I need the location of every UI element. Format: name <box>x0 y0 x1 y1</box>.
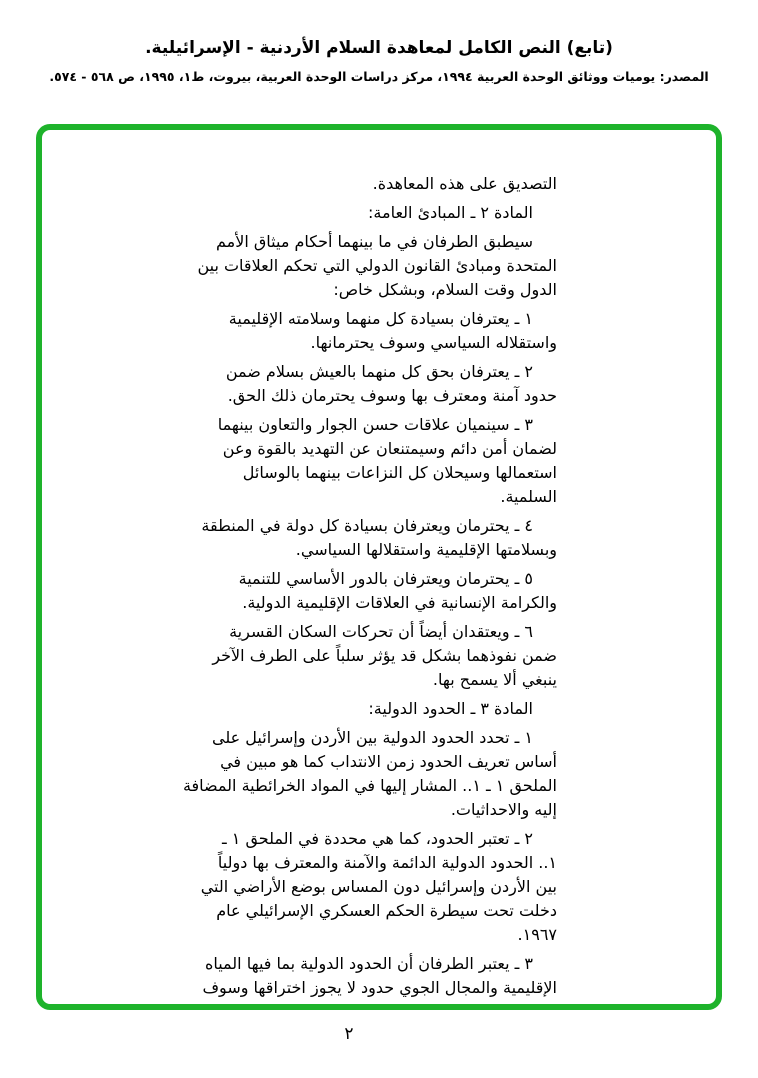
document-line: بين الأردن وإسرائيل دون المساس بوضع الأراضي التي <box>200 877 557 896</box>
document-line: الدول وقت السلام، وبشكل خاص: <box>333 280 557 299</box>
document-line: ضمن نفوذهما بشكل قد يؤثر سلباً على الطرف الآخر <box>212 646 557 665</box>
document-line: الإقليمية والمجال الجوي حدود لا يجوز اختراقها وسوف <box>202 978 557 997</box>
document-line: إليه والاحداثيات. <box>450 800 557 819</box>
document-line: لضمان أمن دائم وسيمتنعان عن التهديد بالقوة وعن <box>222 439 557 458</box>
document-title: (تابع) النص الكامل لمعاهدة السلام الأردنية - الإسرائيلية. <box>145 38 613 58</box>
document-line: ٣ ـ سينميان علاقات حسن الجوار والتعاون بينهما <box>217 415 533 434</box>
document-line: ١.. الحدود الدولية الدائمة والآمنة والمعترف بها دولياً <box>217 853 557 872</box>
document-line: دخلت تحت سيطرة الحكم العسكري الإسرائيلي عام <box>216 901 557 920</box>
document-line: ٥ ـ يحترمان ويعترفان بالدور الأساسي للتنمية <box>238 569 533 588</box>
document-line: السلمية. <box>500 487 557 506</box>
document-line: ٢ ـ يعترفان بحق كل منهما بالعيش بسلام ضمن <box>225 362 533 381</box>
document-line: المادة ٢ ـ المبادئ العامة: <box>368 203 533 222</box>
document-line: ١٩٦٧. <box>517 925 557 944</box>
document-line: ٤ ـ يحترمان ويعترفان بسيادة كل دولة في المنطقة <box>201 516 533 535</box>
document-line: سيطبق الطرفان في ما بينهما أحكام ميثاق الأمم <box>216 232 533 251</box>
document-line: ينبغي ألا يسمح بها. <box>432 670 557 689</box>
document-body <box>183 172 557 1000</box>
document-line: والكرامة الإنسانية في العلاقات الإقليمية الدولية. <box>242 593 557 612</box>
document-line: ١ ـ تحدد الحدود الدولية بين الأردن وإسرائيل على <box>212 728 533 747</box>
document-line: ١ ـ يعترفان بسيادة كل منهما وسلامته الإقليمية <box>228 309 533 328</box>
document-line: ٦ ـ ويعتقدان أيضاً أن تحركات السكان القسرية <box>229 622 533 641</box>
document-line: ٢ ـ تعتبر الحدود، كما هي محددة في الملحق ١ ـ <box>222 829 533 848</box>
document-line: واستقلاله السياسي وسوف يحترمانها. <box>310 333 557 352</box>
document-line: الملحق ١ ـ ١.. المشار إليها في المواد الخرائطية المضافة <box>182 776 557 795</box>
document-line: المتحدة ومبادئ القانون الدولي التي تحكم العلاقات بين <box>197 256 557 275</box>
document-line: التصديق على هذه المعاهدة. <box>372 174 557 193</box>
document-line: المادة ٣ ـ الحدود الدولية: <box>368 699 533 718</box>
document-line: ٣ ـ يعتبر الطرفان أن الحدود الدولية بما فيها المياه <box>204 954 533 973</box>
document-line: وبسلامتها الإقليمية واستقلالها السياسي. <box>295 540 557 559</box>
document-frame <box>36 124 722 1010</box>
document-line: أساس تعريف الحدود زمن الانتداب كما هو مبين في <box>220 752 557 771</box>
source-citation: المصدر: يوميات ووثائق الوحدة العربية ١٩٩٤، مركز دراسات الوحدة العربية، بيروت، ط١، ١٩٩٥، ص ٥٦٨ - ٥٧٤. <box>49 69 709 84</box>
page-header <box>0 38 758 84</box>
page-number: ٢ <box>344 1024 354 1044</box>
document-line: حدود آمنة ومعترف بها وسوف يحترمان ذلك الحق. <box>227 386 557 405</box>
document-line: استعمالها وسيحلان كل النزاعات بينهما بالوسائل <box>242 463 557 482</box>
